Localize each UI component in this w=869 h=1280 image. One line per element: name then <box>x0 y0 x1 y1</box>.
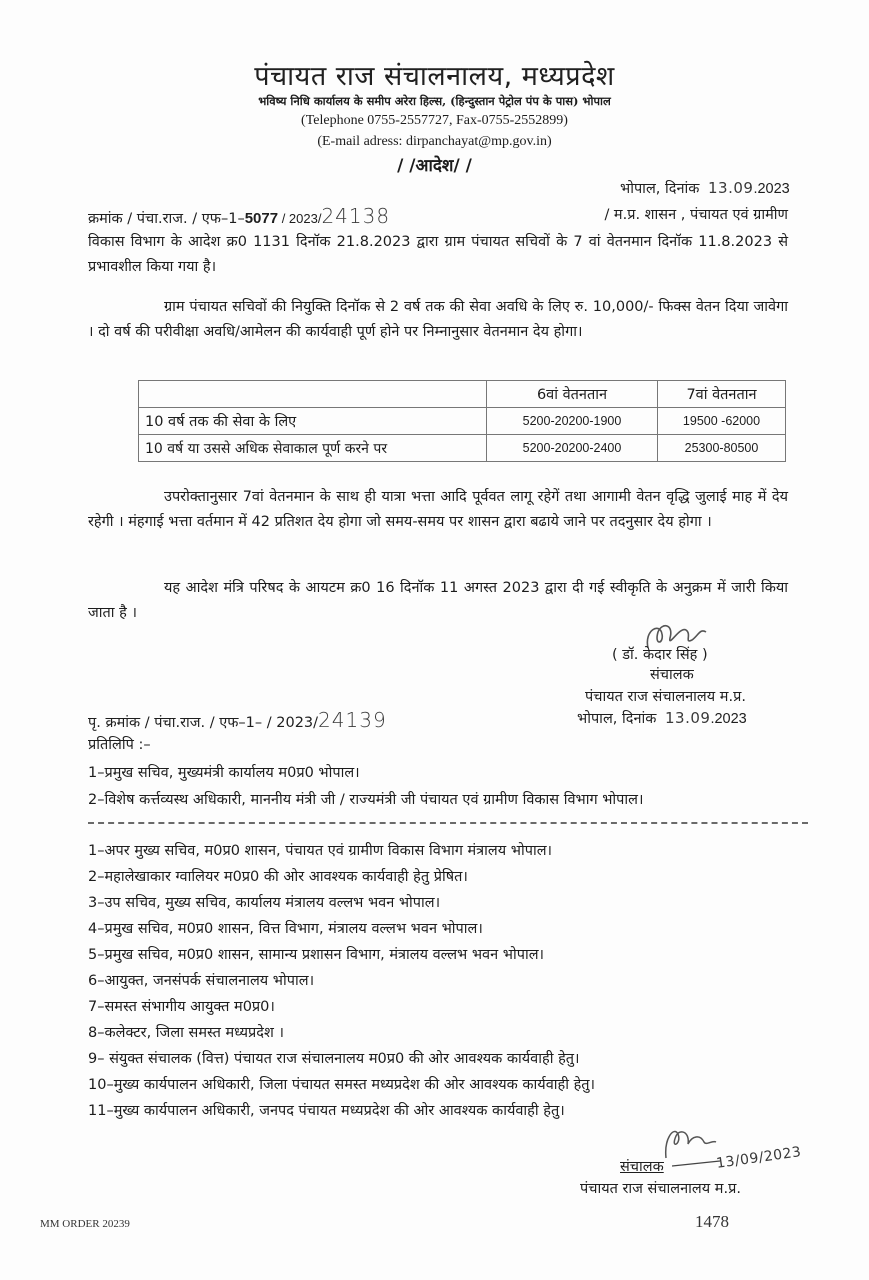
copy-list-item: 2–महालेखाकार ग्वालियर म0प्र0 की ओर आवश्यक कार्यवाही हेतु प्रेषित। <box>88 869 468 885</box>
signatory-designation: संचालक <box>650 667 694 683</box>
table-cell-service: 10 वर्ष तक की सेवा के लिए <box>139 408 487 435</box>
footer-order-id: MM ORDER 20239 <box>40 1218 130 1230</box>
paragraph-3: उपरोक्तानुसार 7वां वेतनमान के साथ ही यात्रा भत्ता आदि पूर्ववत लागू रहेगें तथा आगामी वेतन वृद्धि जुलाई माह में देय रहेगी । मंहगाई भत्ता वर्तमान में 42 प्रतिशत देय होगा जो समय-समय पर शासन द्वारा बढाये जाने पर तदनुसार देय होगा । <box>88 489 788 530</box>
copy-list-item: 6–आयुक्त, जनसंपर्क संचालनालय भोपाल। <box>88 973 315 989</box>
dateline-label: भोपाल, दिनांक <box>620 181 700 197</box>
table-row <box>139 435 786 462</box>
office-telephone: (Telephone 0755-2557727, Fax-0755-2552899) <box>301 113 568 128</box>
office-email: (E-mail adress: dirpanchayat@mp.gov.in) <box>317 134 552 149</box>
pay-scale-table <box>138 380 786 462</box>
office-title: पंचायत राज संचालनालय, मध्यप्रदेश <box>254 61 615 92</box>
copy-list-item: 4–प्रमुख सचिव, म0प्र0 शासन, वित्त विभाग, मंत्रालय वल्लभ भवन भोपाल। <box>88 921 483 937</box>
dateline-year: .2023 <box>753 181 790 197</box>
paragraph-4: यह आदेश मंत्रि परिषद के आयटम क्र0 16 दिनॉक 11 अगस्त 2023 द्वारा दी गई स्वीकृति के अनुक्रम में जारी किया जाता है । <box>88 580 788 621</box>
strike-line <box>672 1158 722 1170</box>
table-header-cell <box>139 381 487 408</box>
reference-line <box>88 204 390 228</box>
signatory-handwritten-date: 13.09 <box>665 709 711 727</box>
reference-number: 5077 <box>244 210 279 227</box>
bottom-signatory-office: पंचायत राज संचालनालय म.प्र. <box>580 1181 741 1197</box>
copy-list-item: 8–कलेक्टर, जिला समस्त मध्यप्रदेश । <box>88 1025 284 1041</box>
bottom-handwritten-date: 13/09/2023 <box>715 1144 803 1172</box>
reference-prefix: क्रमांक / पंचा.राज. / एफ–1– <box>88 211 245 227</box>
copy-list-item: 1–अपर मुख्य सचिव, म0प्र0 शासन, पंचायत एवं ग्रामीण विकास विभाग मंत्रालय भोपाल। <box>88 843 553 859</box>
table-cell-6th-pay: 5200-20200-1900 <box>487 408 658 435</box>
endorsement-ref-prefix: पृ. क्रमांक / पंचा.राज. / एफ–1– / 2023/ <box>88 715 319 731</box>
copy-list-item: 1–प्रमुख सचिव, मुख्यमंत्री कार्यालय म0प्र0 भोपाल। <box>88 765 360 781</box>
table-cell-7th-pay: 19500 -62000 <box>658 408 786 435</box>
table-row <box>139 408 786 435</box>
reference-year: / 2023/ <box>278 211 322 226</box>
signatory-year: .2023 <box>710 711 747 727</box>
bottom-signature-scribble <box>660 1124 720 1162</box>
copy-list-item: 3–उप सचिव, मुख्य सचिव, कार्यालय मंत्रालय वल्लभ भवन भोपाल। <box>88 895 441 911</box>
copy-list-item: 9– संयुक्त संचालक (वित्त) पंचायत राज संचालनालय म0प्र0 की ओर आवश्यक कार्यवाही हेतु। <box>88 1051 580 1067</box>
signatory-date-label: भोपाल, दिनांक <box>577 711 657 727</box>
table-cell-6th-pay: 5200-20200-2400 <box>487 435 658 462</box>
copy-list-item: 2–विशेष कर्त्तव्यस्थ अधिकारी, माननीय मंत्री जी / राज्यमंत्री जी पंचायत एवं ग्रामीण विकास विभाग भोपाल। <box>88 792 644 808</box>
table-header-cell: 7वां वेतनतान <box>658 381 786 408</box>
table-header-cell: 6वां वेतनतान <box>487 381 658 408</box>
table-header-row <box>139 381 786 408</box>
handwritten-reference-number: 24138 <box>321 204 391 228</box>
copy-list-item: 5–प्रमुख सचिव, म0प्र0 शासन, सामान्य प्रशासन विभाग, मंत्रालय वल्लभ भवन भोपाल। <box>88 947 545 963</box>
office-address: भविष्य निधि कार्यालय के समीप अरेरा हिल्स, (हिन्दुस्तान पेट्रोल पंप के पास) भोपाल <box>258 94 611 108</box>
signatory-dateline <box>577 708 747 728</box>
order-heading: / /आदेश/ / <box>397 156 472 176</box>
bottom-signatory-designation: संचालक <box>620 1159 664 1175</box>
table-cell-service: 10 वर्ष या उससे अधिक सेवाकाल पूर्ण करने पर <box>139 435 487 462</box>
copy-to-label: प्रतिलिपि :– <box>88 737 151 753</box>
signatory-office: पंचायत राज संचालनालय म.प्र. <box>585 689 746 705</box>
handwritten-endorsement-number: 24139 <box>318 708 387 732</box>
copy-list-item: 7–समस्त संभागीय आयुक्त म0प्र0। <box>88 999 275 1015</box>
paragraph-2: ग्राम पंचायत सचिवों की नियुक्ति दिनॉक से 2 वर्ष तक की सेवा अवधि के लिए रु. 10,000/- फिक्स वेतन दिया जावेगा । दो वर्ष की परीवीक्षा अवधि/आमेलन की कार्यवाही पूर्ण होने पर निम्नानुसार वेतनमान देय होगा। <box>88 299 788 340</box>
table-cell-7th-pay: 25300-80500 <box>658 435 786 462</box>
dateline-top <box>620 178 790 198</box>
footer-page-number: 1478 <box>695 1212 729 1231</box>
endorsement-reference <box>88 708 387 732</box>
copy-list-item: 11–मुख्य कार्यपालन अधिकारी, जनपद पंचायत मध्यप्रदेश की ओर आवश्यक कार्यवाही हेतु। <box>88 1103 565 1119</box>
dashed-divider <box>88 822 808 824</box>
paragraph-1: विकास विभाग के आदेश क्र0 1131 दिनॉक 21.8.2023 द्वारा ग्राम पंचायत सचिवों के 7 वां वेतनमान दिनॉक 11.8.2023 से प्रभावशील किया गया है। <box>88 234 788 275</box>
signatory-name: ( डॉ. केदार सिंह ) <box>612 647 708 663</box>
reference-rest: / म.प्र. शासन , पंचायत एवं ग्रामीण <box>604 207 788 223</box>
handwritten-date: 13.09 <box>708 179 754 197</box>
copy-list-item: 10–मुख्य कार्यपालन अधिकारी, जिला पंचायत समस्त मध्यप्रदेश की ओर आवश्यक कार्यवाही हेतु। <box>88 1077 596 1093</box>
